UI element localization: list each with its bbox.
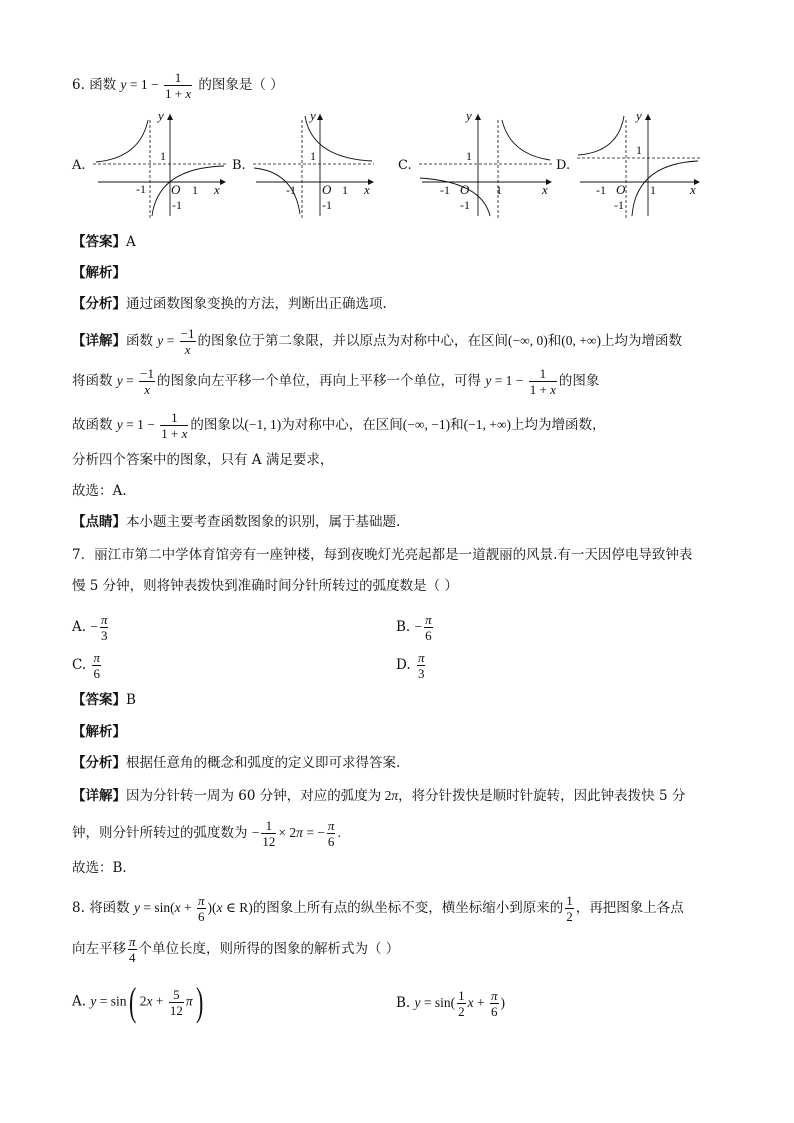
svg-text:1: 1 xyxy=(342,183,348,197)
q8-option-a: A. y = sin( 2x + $\frac{5}{12}$ π) xyxy=(72,979,204,1024)
svg-text:1: 1 xyxy=(310,149,316,163)
svg-text:-1: -1 xyxy=(596,183,606,197)
svg-text:x: x xyxy=(364,182,370,197)
svg-text:y: y xyxy=(636,108,642,123)
svg-text:1: 1 xyxy=(636,143,642,157)
svg-text:y: y xyxy=(466,108,472,123)
svg-text:1: 1 xyxy=(160,149,166,163)
q7-detail-line-3: 故选：B． xyxy=(72,860,136,876)
q6-jiexi: 【解析】 xyxy=(72,265,126,281)
svg-text:-1: -1 xyxy=(172,198,182,212)
svg-text:O: O xyxy=(616,182,626,197)
q6-detail-line-2: 将函数 y = $\frac{-1}{x}$ 的图象向左平移一个单位，再向上平移一个单位，可得 y = 1 − $\frac{1}{1 + x}$ 的图象 xyxy=(72,366,600,397)
q6-number: 6. xyxy=(72,77,85,93)
q7-answer: 【答案】B xyxy=(72,692,136,708)
q6-option-d-label: D. xyxy=(556,158,571,173)
q8-option-b: B. y = sin( $\frac{1}{2}$ x + $\frac{\pi}{6}$ ) xyxy=(396,988,506,1019)
svg-text:-1: -1 xyxy=(286,183,296,197)
q6-graph-c xyxy=(416,108,556,220)
svg-text:-1: -1 xyxy=(136,182,146,196)
q7-option-d: D. $\frac{\pi}{3}$ xyxy=(396,650,425,681)
q6-option-a-label: A. xyxy=(72,158,86,173)
q6-detail-line-5: 故选：A. xyxy=(72,483,127,499)
q6-detail-line-4: 分析四个答案中的图象，只有 A 满足要求， xyxy=(72,452,334,468)
svg-text:1: 1 xyxy=(650,183,656,197)
svg-text:O: O xyxy=(171,182,181,197)
q7-detail-line-2: 钟，则分针所转过的弧度数为 − $\frac{1}{12}$ × 2π = − $\frac{\pi}{6}$ . xyxy=(72,818,341,849)
q8-stem-line-1: 8. 将函数 y = sin(x + $\frac{\pi}{6}$ )(x ∈ R)的图象上所有点的纵坐标不变，横坐标缩小到原来的 $\frac{1}{2}$ ，再把图象上各点 xyxy=(72,893,684,924)
svg-text:O: O xyxy=(460,182,470,197)
svg-text:-1: -1 xyxy=(460,198,470,212)
svg-text:x: x xyxy=(214,182,220,197)
q7-option-b: B. − $\frac{\pi}{6}$ xyxy=(396,612,432,643)
q8-number: 8. xyxy=(72,900,85,916)
q6-stem: 6. 函数 y = 1 − $\frac{1}{1 + x}$ 的图象是（ ） xyxy=(72,70,284,101)
q7-stem-line-1: 7．丽江市第二中学体育馆旁有一座钟楼，每到夜晚灯光亮起都是一道靓丽的风景.有一天因停电导致钟表 xyxy=(72,547,693,563)
q7-option-c: C. $\frac{\pi}{6}$ xyxy=(72,650,100,681)
q6-comment: 【点睛】本小题主要考查函数图象的识别，属于基础题. xyxy=(72,514,401,530)
svg-text:-1: -1 xyxy=(614,198,624,212)
q7-answer-value: B xyxy=(126,692,136,708)
q6-option-b-label: B. xyxy=(232,158,246,173)
svg-text:-1: -1 xyxy=(322,198,332,212)
q6-analysis: 【分析】通过函数图象变换的方法，判断出正确选项. xyxy=(72,296,387,312)
q8-stem-line-2: 向左平移 $\frac{\pi}{4}$ 个单位长度，则所得的图象的解析式为（ ） xyxy=(72,934,400,965)
q6-answer-value: A xyxy=(126,234,136,250)
q7-analysis: 【分析】根据任意角的概念和弧度的定义即可求得答案. xyxy=(72,755,401,771)
svg-text:O: O xyxy=(322,182,332,197)
q7-stem-line-2: 慢 5 分钟，则将钟表拨快到准确时间分针所转过的弧度数是（ ） xyxy=(72,578,458,594)
q6-detail-line-3: 故函数 y = 1 − $\frac{1}{1 + x}$ 的图象以(−1, 1)为对称中心，在区间(−∞, −1)和(−1, +∞)上均为增函数， xyxy=(72,410,606,441)
svg-text:x: x xyxy=(542,182,548,197)
q6-graph-d xyxy=(574,108,706,220)
svg-text:1: 1 xyxy=(192,183,198,197)
svg-text:y: y xyxy=(158,108,164,123)
svg-text:-1: -1 xyxy=(440,183,450,197)
svg-text:y: y xyxy=(310,108,316,123)
q6-fraction: $\frac{1}{1 + x}$ xyxy=(164,70,192,101)
q7-detail-line-1: 【详解】因为分针转一周为 60 分钟，对应的弧度为 2π，将分针拨快是顺时针旋转，因此钟表拨快 5 分 xyxy=(72,788,686,804)
svg-text:1: 1 xyxy=(466,149,472,163)
svg-text:1: 1 xyxy=(496,183,502,197)
q7-option-a: A. − $\frac{\pi}{3}$ xyxy=(72,612,108,643)
q6-option-c-label: C. xyxy=(398,158,412,173)
q6-answer: 【答案】A xyxy=(72,234,136,250)
q7-jiexi: 【解析】 xyxy=(72,724,126,740)
svg-text:x: x xyxy=(690,182,696,197)
q6-graph-a xyxy=(90,108,230,220)
q6-graph-b xyxy=(250,108,380,220)
q6-detail-line-1: 【详解】函数 y = $\frac{-1}{x}$ 的图象位于第二象限，并以原点为对称中心，在区间(−∞, 0)和(0, +∞)上均为增函数 xyxy=(72,326,682,357)
